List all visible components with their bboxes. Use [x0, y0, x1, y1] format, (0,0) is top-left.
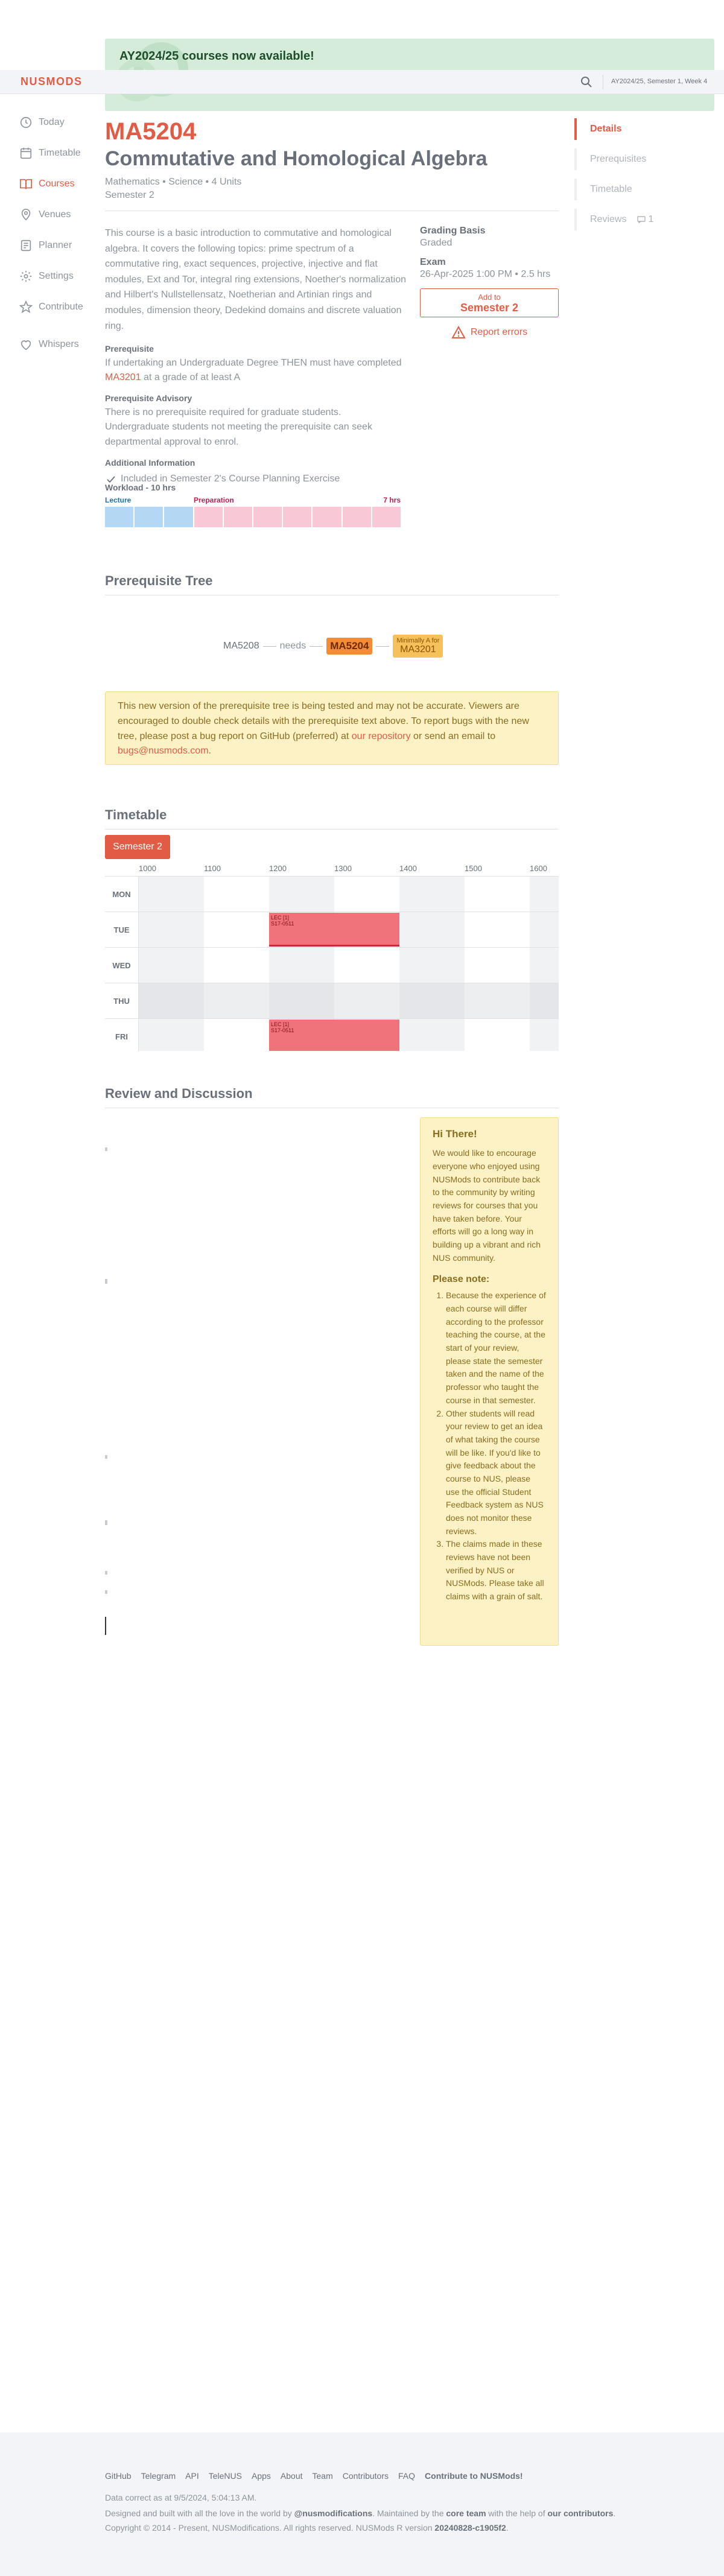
- brand-logo[interactable]: NUSMODS: [21, 75, 83, 87]
- tree-node-current: MA5204: [326, 638, 372, 655]
- prerequisite-text-pre: If undertaking an Undergraduate Degree THEN must have completed: [105, 357, 402, 368]
- heart-icon: [19, 338, 33, 351]
- toc-details[interactable]: [574, 118, 712, 140]
- tree-connector: [376, 646, 389, 647]
- sidebar-item-contribute[interactable]: [19, 298, 83, 316]
- timetable-cell: [204, 877, 237, 912]
- module-description-section: [105, 226, 407, 487]
- timetable-cell: [367, 877, 399, 912]
- timetable-cell: [237, 877, 269, 912]
- lesson-venue: S17-0511: [271, 921, 294, 927]
- footer-links: [105, 2471, 523, 2481]
- tree-node-grade: Minimally A for: [396, 637, 440, 644]
- timetable-cell: [139, 1019, 171, 1051]
- timetable-lesson[interactable]: [269, 913, 399, 947]
- timetable-cell: [432, 948, 465, 983]
- workload-lecture-hour: [135, 507, 163, 527]
- timetable-lesson[interactable]: [269, 1020, 399, 1051]
- timetable-cell: [171, 1019, 204, 1051]
- review-guidelines: [420, 1117, 559, 1646]
- timetable-row-wed: [105, 947, 559, 982]
- timetable-cell: [302, 983, 334, 1018]
- star-icon: [19, 300, 33, 314]
- workload-labels: [105, 495, 401, 507]
- timetable-cell: [497, 912, 530, 947]
- sidebar-item-label: Planner: [39, 240, 72, 250]
- module-header: [105, 118, 559, 211]
- comment-widget-placeholder: [105, 1455, 107, 1459]
- tree-connector: [310, 646, 323, 647]
- navbar: [0, 70, 724, 94]
- timetable-cell: [204, 1019, 237, 1051]
- timetable-cell: [530, 912, 559, 947]
- repository-link[interactable]: our repository: [351, 731, 411, 741]
- timetable-cell: [530, 1019, 559, 1051]
- timetable-hour-label: 1400: [399, 864, 417, 873]
- toc-label: Details: [590, 124, 622, 134]
- footer: [0, 2432, 724, 2576]
- grading-label: Grading Basis: [420, 226, 486, 236]
- timetable-hour-label: 1600: [530, 864, 547, 873]
- sidebar-item-label: Today: [39, 117, 65, 127]
- timetable-cell: [465, 983, 497, 1018]
- prerequisite-tree-heading: Prerequisite Tree: [105, 573, 559, 595]
- prerequisite-text: [105, 356, 407, 386]
- timetable-hour-label: 1300: [334, 864, 352, 873]
- timetable-cell: [399, 983, 432, 1018]
- timetable-cell: [530, 983, 559, 1018]
- timetable-heading: Timetable: [105, 807, 559, 830]
- exam-label: Exam: [420, 257, 446, 267]
- tree-node-code: MA3201: [400, 644, 436, 655]
- sidebar-item-label: Settings: [39, 271, 74, 281]
- bugs-email-link[interactable]: bugs@nusmods.com: [118, 746, 209, 757]
- comment-input-cursor[interactable]: [105, 1617, 106, 1635]
- toc-label: Prerequisites: [590, 154, 647, 164]
- warning-icon: [451, 326, 466, 339]
- footer-contributors-link[interactable]: our contributors: [547, 2508, 614, 2518]
- footer-link-contribute[interactable]: Contribute to NUSMods!: [425, 2471, 523, 2481]
- workload-lecture-hour: [105, 507, 133, 527]
- timetable-cell: [497, 877, 530, 912]
- review-notes: [433, 1289, 546, 1604]
- footer-link-telegram[interactable]: Telegram: [141, 2471, 176, 2481]
- sidebar-item-label: Venues: [39, 209, 71, 220]
- workload-lecture-hour: [164, 507, 192, 527]
- timetable-day-label: FRI: [105, 1019, 139, 1051]
- sidebar-item-today[interactable]: [19, 113, 65, 132]
- prerequisite-link[interactable]: MA3201: [105, 372, 141, 383]
- timetable-cell: [399, 1019, 432, 1051]
- exam-value: 26-Apr-2025 1:00 PM • 2.5 hrs: [420, 269, 551, 279]
- timetable-cell: [204, 983, 237, 1018]
- timetable-cell: [465, 1019, 497, 1051]
- timetable-cell: [497, 948, 530, 983]
- tree-node-prerequisite[interactable]: [393, 635, 443, 658]
- footer-copyright: [105, 2523, 509, 2533]
- workload-preparation-hour: [343, 507, 371, 527]
- review-note-item: 2. Other students will read your review to get an idea of what taking the course will be like. If you'd like to give feedback about the course to NUS, please use the official Student Feedback system as NUS does not monitor these reviews.: [446, 1407, 546, 1538]
- timetable-cell: [334, 948, 367, 983]
- timetable-cell: [367, 948, 399, 983]
- advisory-text: There is no prerequisite required for graduate students. Undergraduate students not meeting the prerequisite can seek departmental approval to enrol.: [105, 407, 372, 448]
- comment-widget-placeholder: [105, 1520, 107, 1525]
- gear-icon: [19, 270, 33, 283]
- timetable-cell: [171, 912, 204, 947]
- footer-link-about[interactable]: About: [280, 2471, 303, 2481]
- footer-data-correct: Data correct as at 9/5/2024, 5:04:13 AM.: [105, 2493, 257, 2502]
- timetable-cell: [237, 912, 269, 947]
- footer-link-faq[interactable]: FAQ: [398, 2471, 416, 2481]
- workload-preparation-hour: [313, 507, 341, 527]
- timetable-row-tue: [105, 912, 559, 947]
- sidebar-item-label: Timetable: [39, 148, 81, 158]
- timetable-hour-label: 1000: [139, 864, 156, 873]
- sidebar-item-venues[interactable]: [19, 206, 71, 224]
- module-side-info: [420, 226, 559, 339]
- timetable-hour-label: 1500: [465, 864, 482, 873]
- module-meta: Mathematics • Science • 4 Units: [105, 176, 242, 187]
- timetable-cell: [497, 1019, 530, 1051]
- grading-value: Graded: [420, 238, 453, 248]
- timetable-day-label: MON: [105, 877, 139, 912]
- timetable-cell: [139, 948, 171, 983]
- semester-tab[interactable]: Semester 2: [105, 835, 170, 859]
- footer-link-team[interactable]: Team: [312, 2471, 333, 2481]
- review-note-item: 1. Because the experience of each course will differ according to the professor teaching the course, at the start of your review, please state the semester taken and the name of the professor who taught the course in that semester.: [446, 1289, 546, 1407]
- lesson-venue: S17-0511: [271, 1027, 294, 1033]
- timetable-cell: [399, 948, 432, 983]
- timetable-cell: [497, 983, 530, 1018]
- module-semester: Semester 2: [105, 189, 154, 200]
- review-note-heading: Please note:: [433, 1274, 490, 1284]
- alert-text: This new version of the prerequisite tree is being tested and may not be accurate. Viewers are encouraged to double check details with the prerequisite text above. To report bugs with the new tree, please post a bug report on GitHub (preferred) at: [118, 701, 529, 741]
- comment-icon: [637, 216, 646, 223]
- timetable-cell: [139, 877, 171, 912]
- timetable-cell: [171, 983, 204, 1018]
- timetable-cell: [432, 1019, 465, 1051]
- footer-link-github[interactable]: GitHub: [105, 2471, 132, 2481]
- timetable-hour-label: 1200: [269, 864, 287, 873]
- add-button-line1: Add to: [478, 293, 501, 302]
- timetable-cell: [302, 877, 334, 912]
- sidebar-item-courses[interactable]: [19, 175, 75, 193]
- review-note-item: 3. The claims made in these reviews have not been verified by NUS or NUSMods. Please take all claims with a grain of salt.: [446, 1538, 546, 1603]
- timetable-cell: [465, 877, 497, 912]
- timetable-hour-label: 1100: [204, 864, 221, 873]
- sidebar-item-whispers[interactable]: [19, 335, 79, 354]
- workload-preparation-hour: [253, 507, 282, 527]
- timetable-row-thu: [105, 983, 559, 1018]
- toc-timetable[interactable]: [574, 179, 712, 200]
- prereq-tree-alert: [105, 691, 559, 765]
- preparation-hours: 7 hrs: [383, 496, 401, 504]
- timetable-icon: [19, 147, 33, 160]
- lesson-type: LEC [1]: [271, 915, 290, 921]
- footer-designed: [105, 2508, 615, 2518]
- timetable-row-fri: [105, 1018, 559, 1051]
- tree-node-from[interactable]: MA5208: [223, 641, 259, 651]
- alert-text: .: [208, 746, 211, 757]
- timetable-cell: [237, 1019, 269, 1051]
- search-icon[interactable]: [580, 76, 592, 88]
- comment-widget-placeholder: [105, 1571, 107, 1575]
- additional-info-heading: Additional Information: [105, 457, 195, 468]
- timetable-cells: [139, 983, 559, 1018]
- footer-text: with the help of: [486, 2508, 548, 2518]
- planner-icon: [19, 239, 33, 252]
- workload-preparation-hour: [224, 507, 252, 527]
- workload: [105, 483, 401, 527]
- week-indicator: AY2024/25, Semester 1, Week 4: [611, 78, 708, 85]
- timetable-cell: [432, 877, 465, 912]
- timetable-cell: [367, 983, 399, 1018]
- timetable-day-label: WED: [105, 948, 139, 983]
- timetable-cells: [139, 877, 559, 912]
- timetable-cell: [530, 877, 559, 912]
- banner-title: AY2024/25 courses now available!: [119, 49, 314, 63]
- toc-prerequisites[interactable]: [574, 148, 712, 170]
- lecture-label: Lecture: [105, 496, 132, 504]
- sidebar-item-settings[interactable]: [19, 267, 74, 285]
- timetable-cell: [204, 912, 237, 947]
- footer-link-telenus[interactable]: TeleNUS: [208, 2471, 242, 2481]
- book-icon: [19, 177, 33, 191]
- timetable-cells: [139, 948, 559, 983]
- module-code: MA5204: [105, 118, 197, 145]
- footer-link-contributors[interactable]: Contributors: [342, 2471, 389, 2481]
- review-hi: Hi There!: [433, 1128, 477, 1140]
- review-intro: We would like to encourage everyone who enjoyed using NUSMods to contribute back to the community by writing reviews for courses that you have taken before. Your efforts will go a long way in building up a vibrant and rich NUS community.: [433, 1148, 541, 1263]
- timetable-cell: [171, 948, 204, 983]
- report-errors-button[interactable]: [420, 326, 559, 339]
- timetable-cell: [269, 983, 302, 1018]
- timetable-cell: [334, 877, 367, 912]
- footer-text: .: [613, 2508, 616, 2518]
- add-button-line2: Semester 2: [460, 302, 519, 314]
- footer-text: Designed and built with all the love in the world by: [105, 2508, 294, 2518]
- tree-connector: [263, 646, 276, 647]
- timetable-cell: [465, 948, 497, 983]
- review-heading: Review and Discussion: [105, 1086, 559, 1108]
- timetable-cell: [237, 948, 269, 983]
- prerequisite-tree: [223, 631, 443, 661]
- module-description: This course is a basic introduction to commutative and homological algebra. It covers the following topics: prime spectrum of a commutative ring, exact sequences, projective, injective and flat modules, Ext and Tor, integral ring extensions, Noether's normalization and Hilbert's Nullstellensatz, Noetherian and Artinian rings and modules, dimension theory, Dedekind domains and discrete valuation ring.: [105, 228, 407, 331]
- timetable-cell: [269, 948, 302, 983]
- timetable-hours: [139, 863, 559, 875]
- sidebar-item-label: Contribute: [39, 302, 83, 312]
- prerequisite-heading: Prerequisite: [105, 344, 154, 354]
- comment-widget-placeholder: [105, 1590, 107, 1594]
- footer-text: . Maintained by the: [372, 2508, 446, 2518]
- workload-preparation-hour: [194, 507, 223, 527]
- report-errors-label: Report errors: [470, 327, 528, 337]
- toc-reviews[interactable]: [574, 209, 712, 230]
- prerequisite-text-post: at a grade of at least A: [141, 372, 241, 383]
- timetable-cell: [139, 983, 171, 1018]
- timetable-cell: [334, 983, 367, 1018]
- workload-preparation-hour: [372, 507, 401, 527]
- tree-needs-label: needs: [279, 641, 306, 651]
- add-to-semester-button[interactable]: [420, 288, 559, 317]
- timetable-grid: [105, 863, 559, 1051]
- timetable-cell: [237, 983, 269, 1018]
- footer-text: Copyright © 2014 - Present, NUSModifications. All rights reserved. NUSMods R version: [105, 2523, 435, 2533]
- section-nav: [574, 118, 712, 230]
- workload-bar: [105, 507, 401, 527]
- footer-text: .: [506, 2523, 509, 2533]
- workload-title: Workload - 10 hrs: [105, 483, 176, 492]
- sidebar-item-label: Whispers: [39, 339, 79, 349]
- module-title: Commutative and Homological Algebra: [105, 147, 487, 170]
- timetable-cell: [465, 912, 497, 947]
- calendar-icon: [19, 116, 33, 129]
- comment-widget-placeholder: [105, 1279, 107, 1284]
- timetable-cell: [139, 912, 171, 947]
- toc-label: Timetable: [590, 184, 632, 194]
- lesson-type: LEC [1]: [271, 1021, 290, 1027]
- timetable-cell: [399, 912, 432, 947]
- comment-widget-placeholder: [105, 1147, 107, 1151]
- timetable-cell: [302, 948, 334, 983]
- timetable-row-mon: [105, 876, 559, 911]
- toc-label: Reviews: [590, 214, 627, 224]
- timetable-day-label: THU: [105, 983, 139, 1018]
- map-icon: [19, 208, 33, 221]
- sidebar-item-planner[interactable]: [19, 236, 72, 255]
- alert-text: or send an email to: [410, 731, 496, 741]
- timetable-cell: [171, 877, 204, 912]
- timetable-cell: [432, 912, 465, 947]
- footer-link-apps[interactable]: Apps: [252, 2471, 271, 2481]
- review-count: 1: [648, 214, 654, 224]
- preparation-label: Preparation: [194, 496, 234, 504]
- timetable-day-label: TUE: [105, 912, 139, 947]
- timetable-cell: [432, 983, 465, 1018]
- timetable-cell: [269, 877, 302, 912]
- timetable-cell: [399, 877, 432, 912]
- footer-link-api[interactable]: API: [185, 2471, 199, 2481]
- sidebar-item-label: Courses: [39, 179, 75, 189]
- sidebar-item-timetable[interactable]: [19, 144, 81, 162]
- timetable-cell: [204, 948, 237, 983]
- additional-info-text: Included in Semester 2's Course Planning Exercise: [121, 474, 340, 484]
- advisory-heading: Prerequisite Advisory: [105, 393, 192, 404]
- footer-handle-link[interactable]: @nusmodifications: [294, 2508, 373, 2518]
- footer-version-link[interactable]: 20240828-c1905f2: [434, 2523, 506, 2533]
- workload-preparation-hour: [283, 507, 311, 527]
- footer-core-team-link[interactable]: core team: [446, 2508, 486, 2518]
- timetable-cell: [530, 948, 559, 983]
